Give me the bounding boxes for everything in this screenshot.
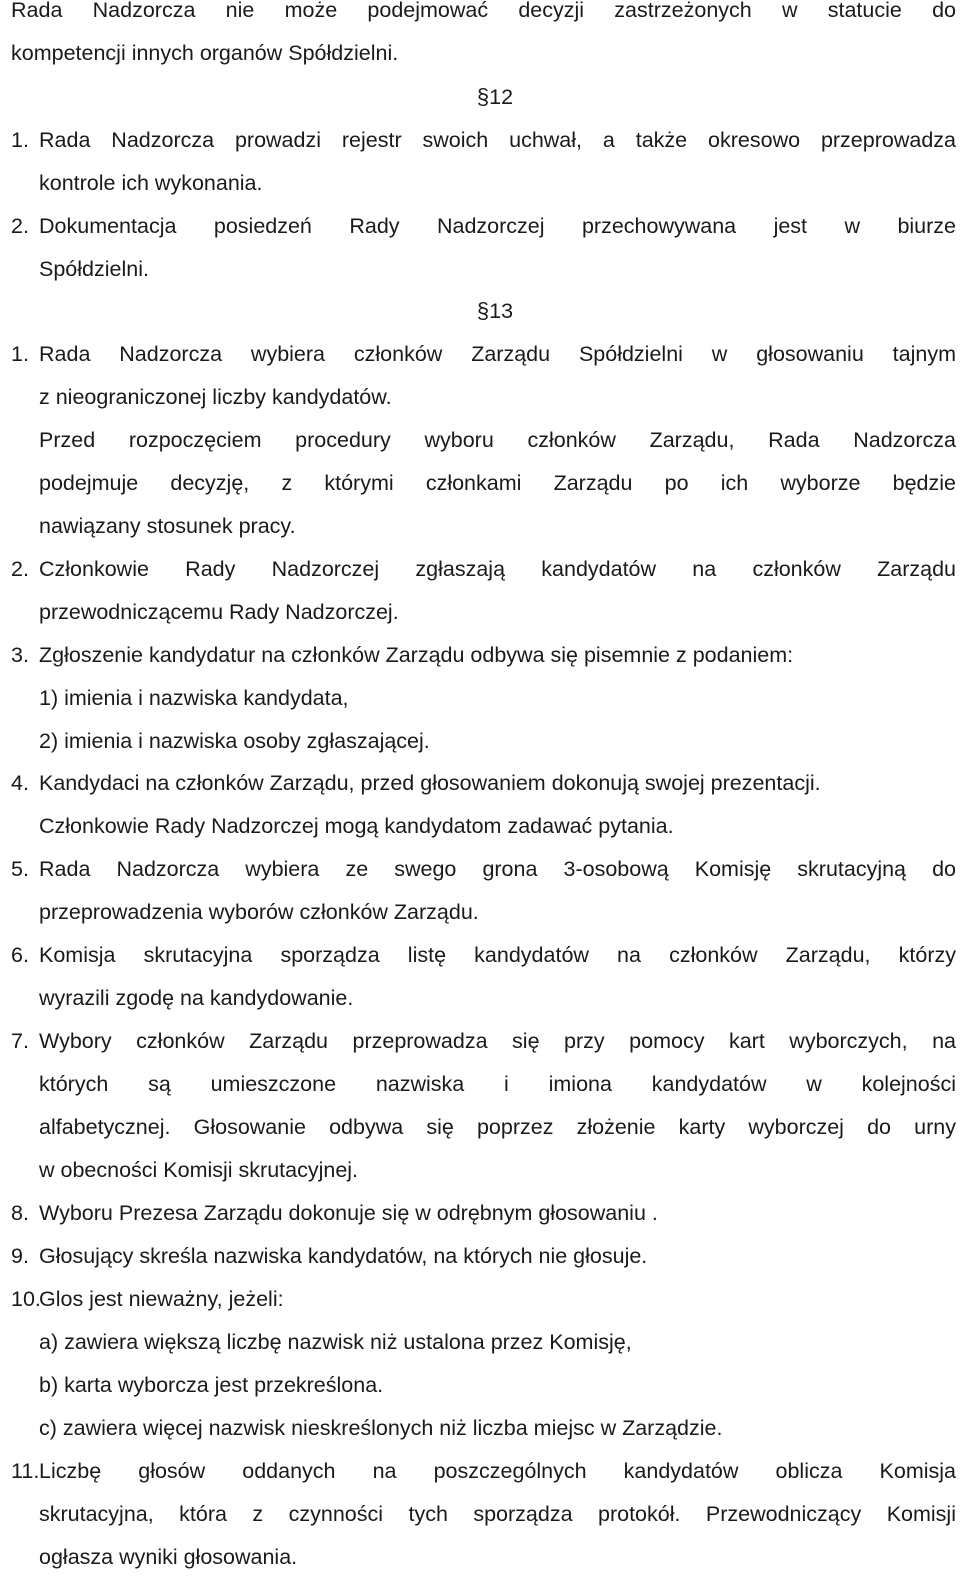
s13-item-1-line-2: z nieograniczonej liczby kandydatów.	[39, 385, 392, 409]
section-number: 12	[489, 85, 514, 109]
s13-item-6-number: 6.	[11, 943, 29, 967]
s13-item-11-line-3: ogłasza wyniki głosowania.	[39, 1545, 298, 1569]
s13-item-11-number: 11.	[11, 1459, 40, 1483]
s13-item-7-line-3: alfabetycznej. Głosowanie odbywa się poprzez złożenie karty wyborczej do urny	[39, 1115, 956, 1139]
s12-item-2-number: 2.	[11, 214, 29, 238]
s13-item-1-line-5: nawiązany stosunek pracy.	[39, 514, 296, 538]
s13-item-3-sub-2: 2) imienia i nazwiska osoby zgłaszającej.	[39, 729, 430, 753]
s13-item-1-line-3: Przed rozpoczęciem procedury wyboru członków Zarządu, Rada Nadzorcza	[39, 428, 956, 452]
s13-item-9-line-1: Głosujący skreśla nazwiska kandydatów, na których nie głosuje.	[39, 1244, 648, 1268]
s13-item-10-line-1: Glos jest nieważny, jeżeli:	[39, 1287, 284, 1311]
intro-line-1: Rada Nadzorcza nie może podejmować decyzji zastrzeżonych w statucie do	[11, 0, 956, 22]
s13-item-10-sub-a: a) zawiera większą liczbę nazwisk niż ustalona przez Komisję,	[39, 1330, 632, 1354]
s13-item-5-number: 5.	[11, 857, 29, 881]
s13-item-10-number: 10.	[11, 1287, 41, 1311]
section-number: 13	[489, 299, 514, 323]
section-heading-12	[0, 84, 960, 110]
section-symbol: §	[476, 84, 490, 109]
s13-item-6-line-2: wyrazili zgodę na kandydowanie.	[39, 986, 354, 1010]
s12-item-2-line-1: Dokumentacja posiedzeń Rady Nadzorczej przechowywana jest w biurze	[39, 214, 956, 238]
s13-item-5-line-2: przeprowadzenia wyborów członków Zarządu.	[39, 900, 479, 924]
s13-item-4-number: 4.	[11, 771, 29, 795]
s13-item-5-line-1: Rada Nadzorcza wybiera ze swego grona 3-osobową Komisję skrutacyjną do	[39, 857, 956, 881]
s13-item-3-line-1: Zgłoszenie kandydatur na członków Zarządu odbywa się pisemnie z podaniem:	[39, 643, 794, 667]
s13-item-2-number: 2.	[11, 557, 29, 581]
s12-item-1-line-1: Rada Nadzorcza prowadzi rejestr swoich uchwał, a także okresowo przeprowadza	[39, 128, 956, 152]
s13-item-3-number: 3.	[11, 643, 29, 667]
section-symbol: §	[476, 298, 490, 323]
s13-item-9-number: 9.	[11, 1244, 29, 1268]
s13-item-1-line-4: podejmuje decyzję, z którymi członkami Zarządu po ich wyborze będzie	[39, 471, 956, 495]
s12-item-1-line-2: kontrole ich wykonania.	[39, 171, 263, 195]
s13-item-7-line-4: w obecności Komisji skrutacyjnej.	[39, 1158, 359, 1182]
s12-item-2-line-2: Spółdzielni.	[39, 257, 149, 281]
s13-item-4-line-2: Członkowie Rady Nadzorczej mogą kandydatom zadawać pytania.	[39, 814, 674, 838]
s13-item-10-sub-b: b) karta wyborcza jest przekreślona.	[39, 1373, 384, 1397]
s13-item-2-line-1: Członkowie Rady Nadzorczej zgłaszają kandydatów na członków Zarządu	[39, 557, 956, 581]
s13-item-7-number: 7.	[11, 1029, 29, 1053]
s13-item-11-line-2: skrutacyjna, która z czynności tych sporządza protokół. Przewodniczący Komisji	[39, 1502, 956, 1526]
s13-item-1-line-1: Rada Nadzorcza wybiera członków Zarządu Spółdzielni w głosowaniu tajnym	[39, 342, 956, 366]
s13-item-1-number: 1.	[11, 342, 29, 366]
s13-item-7-line-2: których są umieszczone nazwiska i imiona kandydatów w kolejności	[39, 1072, 956, 1096]
section-heading-13	[0, 298, 960, 324]
s13-item-3-sub-1: 1) imienia i nazwiska kandydata,	[39, 686, 349, 710]
s13-item-7-line-1: Wybory członków Zarządu przeprowadza się przy pomocy kart wyborczych, na	[39, 1029, 956, 1053]
s13-item-4-line-1: Kandydaci na członków Zarządu, przed głosowaniem dokonują swojej prezentacji.	[39, 771, 821, 795]
s13-item-8-number: 8.	[11, 1201, 29, 1225]
s13-item-10-sub-c: c) zawiera więcej nazwisk nieskreślonych niż liczba miejsc w Zarządzie.	[39, 1416, 723, 1440]
s12-item-1-number: 1.	[11, 128, 29, 152]
s13-item-11-line-1: Liczbę głosów oddanych na poszczególnych kandydatów oblicza Komisja	[39, 1459, 956, 1483]
s13-item-2-line-2: przewodniczącemu Rady Nadzorczej.	[39, 600, 399, 624]
s13-item-8-line-1: Wyboru Prezesa Zarządu dokonuje się w odrębnym głosowaniu .	[39, 1201, 658, 1225]
intro-line-2: kompetencji innych organów Spółdzielni.	[11, 41, 399, 65]
s13-item-6-line-1: Komisja skrutacyjna sporządza listę kandydatów na członków Zarządu, którzy	[39, 943, 956, 967]
